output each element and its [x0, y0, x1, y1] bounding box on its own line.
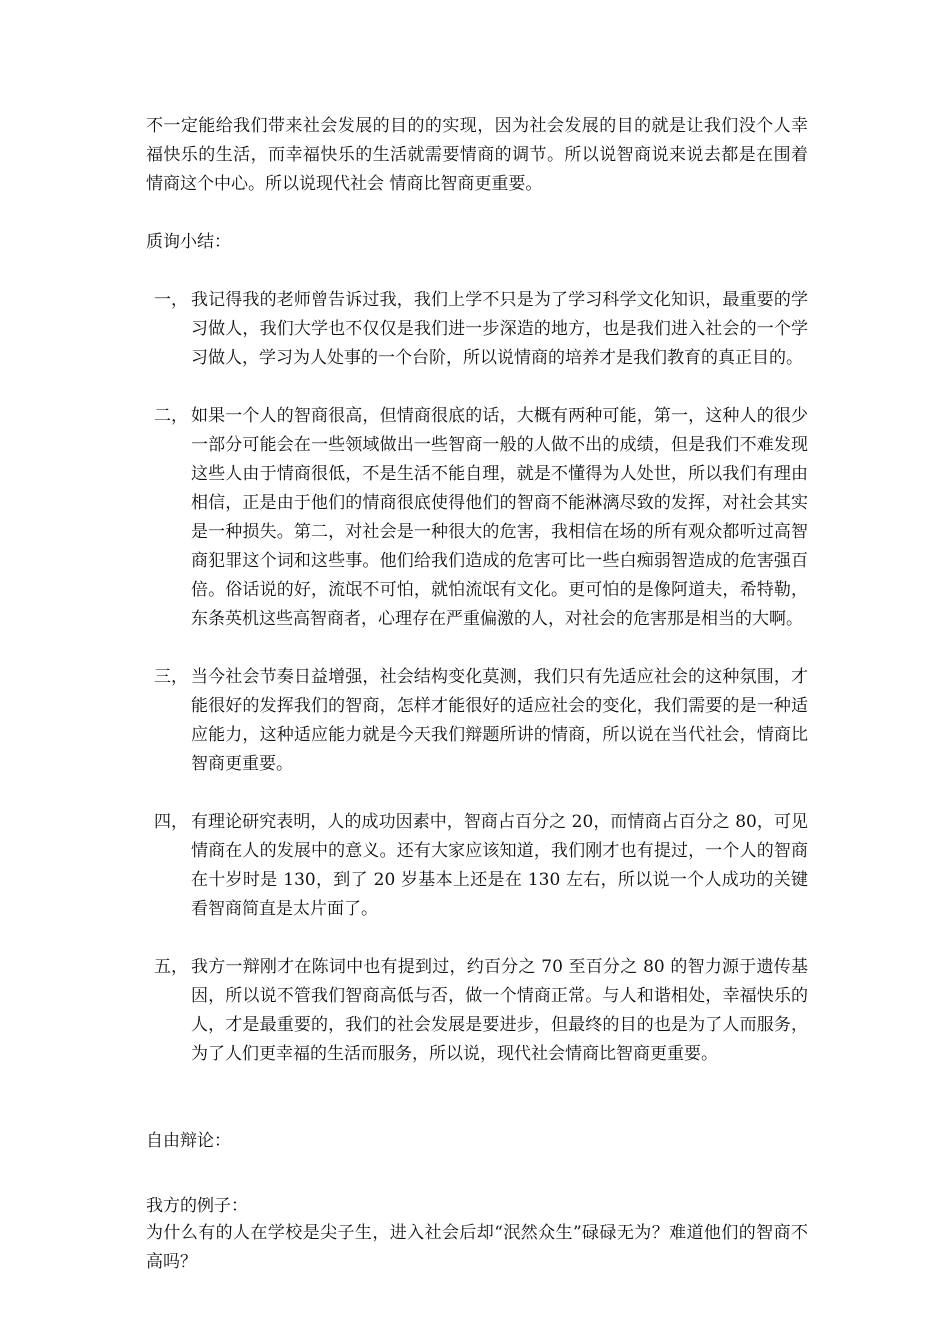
summary-item-3 — [146, 663, 808, 779]
spacer — [146, 1156, 808, 1193]
free-debate-heading: 自由辩论： — [146, 1131, 231, 1151]
spacer — [146, 924, 808, 953]
summary-item-1 — [146, 286, 808, 373]
summary-list — [146, 286, 808, 1069]
intro-paragraph: 不一定能给我们带来社会发展的目的的实现，因为社会发展的目的就是让我们没个人幸福快乐的生活，而幸福快乐的生活就需要情商的调节。所以说智商说来说去都是在围着情商这个中心。所以说现代社会 情商比智商更重要。 — [146, 116, 808, 194]
summary-item-text: 我记得我的老师曾告诉过我，我们上学不只是为了学习科学文化知识，最重要的学习做人，我们大学也不仅仅是我们进一步深造的地方，也是我们进入社会的一个学习做人，学习为人处事的一个台阶，所以说情商的培养才是我们教育的真正目的。 — [191, 290, 808, 368]
summary-heading: 质询小结： — [146, 232, 231, 252]
example-heading: 我方的例子： — [146, 1196, 248, 1216]
spacer — [146, 1069, 808, 1127]
spacer — [146, 257, 808, 286]
spacer — [146, 634, 808, 663]
summary-item-number: 二， — [154, 406, 188, 426]
summary-item-number: 一， — [154, 290, 188, 310]
summary-item-4 — [146, 808, 808, 924]
summary-item-text: 有理论研究表明，人的成功因素中，智商占百分之 20，而情商占百分之 80，可见情商在人的发展中的意义。还有大家应该知道，我们刚才也有提过，一个人的智商在十岁时是 130，到了 20 岁基本上还是在 130 左右，所以说一个人成功的关键看智商简直是太片面了。 — [191, 812, 808, 919]
summary-item-number: 五， — [154, 957, 188, 977]
summary-item-number: 四， — [154, 812, 188, 832]
spacer — [146, 779, 808, 808]
summary-item-5 — [146, 953, 808, 1069]
summary-item-number: 三， — [154, 667, 188, 687]
summary-item-text: 我方一辩刚才在陈词中也有提到过，约百分之 70 至百分之 80 的智力源于遗传基因，所以说不管我们智商高低与否，做一个情商正常。与人和谐相处，幸福快乐的人，才是最重要的，我们的社会发展是要进步，但最终的目的也是为了人而服务，为了人们更幸福的生活而服务，所以说，现代社会情商比智商更重要。 — [191, 957, 808, 1064]
example-text: 为什么有的人在学校是尖子生，进入社会后却“泯然众生”碌碌无为？难道他们的智商不高吗？ — [146, 1223, 808, 1272]
spacer — [146, 373, 808, 402]
summary-item-2 — [146, 402, 808, 634]
summary-item-text: 当今社会节奏日益增强，社会结构变化莫测，我们只有先适应社会的这种氛围，才能很好的发挥我们的智商，怎样才能很好的适应社会的变化，我们需要的是一种适应能力，这种适应能力就是今天我们辩题所讲的情商，所以说在当代社会，情商比智商更重要。 — [191, 667, 808, 774]
summary-item-text: 如果一个人的智商很高，但情商很底的话，大概有两种可能，第一，这种人的很少一部分可能会在一些领域做出一些智商一般的人做不出的成绩，但是我们不难发现这些人由于情商很低，不是生活不能自理，就是不懂得为人处世，所以我们有理由相信，正是由于他们的情商很底使得他们的智商不能淋漓尽致的发挥，对社会其实是一种损失。第二，对社会是一种很大的危害，我相信在场的所有观众都听过高智商犯罪这个词和这些事。他们给我们造成的危害可比一些白痴弱智造成的危害强百倍。俗话说的好，流氓不可怕，就怕流氓有文化。更可怕的是像阿道夫，希特勒，东条英机这些高智商者，心理存在严重偏激的人，对社会的危害那是相当的大啊。 — [191, 406, 808, 629]
document-page — [146, 112, 808, 1277]
spacer — [146, 199, 808, 228]
